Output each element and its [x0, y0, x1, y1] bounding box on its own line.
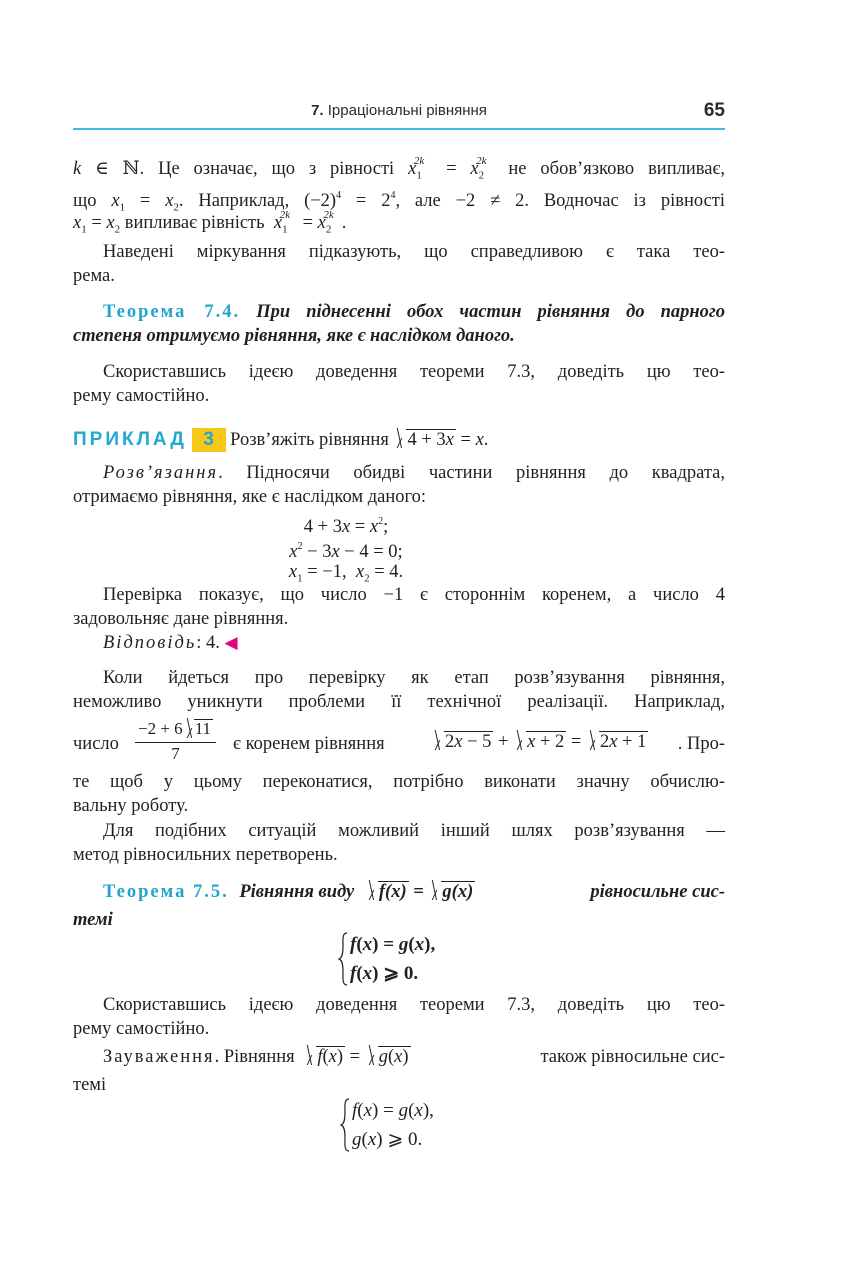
header-divider [73, 128, 725, 130]
theorem-line: темі [73, 910, 113, 930]
equation: $x_1 = -1$, $x_2 = 4$. [288, 562, 404, 585]
equation: $4 + 3x = x^2$; [303, 516, 389, 537]
answer-line: Відповідь: 4. ◀ [103, 633, 238, 653]
paragraph-line: неможливо уникнути проблеми її технічної реалізації. Наприклад, [73, 692, 725, 712]
theorem-label: Теорема 7.5. [103, 882, 229, 902]
page-number: 65 [703, 100, 725, 121]
paragraph-line: число $\frac{-2 + 6 11}{7}$ є коренем рівняння 2x − 5 + x + 2 = 2x + 1 . Про- [73, 719, 725, 763]
chapter-title [73, 102, 725, 119]
paragraph-line: Для подібних ситуацій можливий інший шлях розв’язування — [103, 821, 725, 841]
solution-label: Розв’язання [103, 463, 219, 483]
paragraph-line: що $x_1 = x_2$. Наприклад, $(-2)^4 = 2^4$, але −2 ≠ 2. Водночас із рівності [73, 190, 725, 214]
theorem-label: Теорема 7.4. [103, 302, 241, 322]
system-of-equations: f(x) = g(x), g(x) ⩾ 0. [352, 1096, 434, 1154]
paragraph-line: темі [73, 1075, 107, 1095]
running-header [73, 100, 725, 128]
paragraph-line: задовольняє дане рівняння. [73, 609, 289, 629]
theorem-7-5: Теорема 7.5. Рівняння виду f(x) = g(x) рівносильне сис- [103, 882, 725, 902]
chapter-number: 7. [311, 102, 324, 119]
paragraph-line: Скориставшись ідеєю доведення теореми 7.3, доведіть цю тео- [103, 362, 725, 382]
example-number-badge: 3 [192, 428, 226, 452]
theorem-7-4: Теорема 7.4. При піднесенні обох частин рівняння до парного [103, 302, 726, 322]
fraction: $\frac{-2 + 6 11}{7}$ [135, 718, 216, 765]
paragraph-line: $x_1 = x_2$ випливає рівність $x_1^{2k} = x_2^{2k}$ . [73, 208, 347, 236]
brace-icon [340, 1098, 350, 1152]
paragraph-line: те щоб у цьому переконатися, потрібно виконати значну обчислю- [73, 772, 725, 792]
example-label: ПРИКЛАД [73, 429, 187, 450]
paragraph-line: Наведені міркування підказують, що справедливою є така тео- [103, 242, 725, 262]
answer-label: Відповідь [103, 633, 197, 653]
remark: Зауваження. Рівняння f(x) = g(x) також рівносильне сис- [103, 1047, 725, 1067]
paragraph-line: рема. [73, 266, 115, 286]
paragraph-line: рему самостійно. [73, 1019, 210, 1039]
brace-icon [338, 932, 348, 986]
theorem-line: степеня отримуємо рівняння, яке є наслідком даного. [73, 326, 515, 346]
remark-label: Зауваження [103, 1047, 215, 1067]
paragraph-line: рему самостійно. [73, 386, 210, 406]
system-of-equations: f(x) = g(x), f(x) ⩾ 0. [350, 930, 435, 988]
paragraph-line: вальну роботу. [73, 796, 189, 816]
equation: $x^2 - 3x - 4 = 0$; [289, 541, 403, 562]
paragraph-line: Перевірка показує, що число −1 є стороннім коренем, а число 4 [103, 585, 725, 605]
paragraph-line: Коли йдеться про перевірку як етап розв’язування рівняння, [103, 668, 725, 688]
chapter-name: Ірраціональні рівняння [327, 102, 487, 119]
example-task: Розв’яжіть рівняння [230, 430, 389, 450]
paragraph-line: метод рівносильних перетворень. [73, 845, 338, 865]
paragraph-line: k ∈ ℕ. Це означає, що з рівності $x_1^{2k} = x_2^{2k}$ не обов’язково випливає, [73, 154, 726, 182]
example-3-heading: ПРИКЛАД 3 Розв’яжіть рівняння 4 + 3x = x. [73, 429, 489, 450]
paragraph-line: Скориставшись ідеєю доведення теореми 7.3, доведіть цю тео- [103, 995, 725, 1015]
solution-line: отримаємо рівняння, яке є наслідком даного: [73, 487, 426, 507]
solution-line: Розв’язання. Підносячи обидві частини рівняння до квадрата, [103, 463, 725, 483]
end-of-solution-icon: ◀ [224, 633, 238, 652]
